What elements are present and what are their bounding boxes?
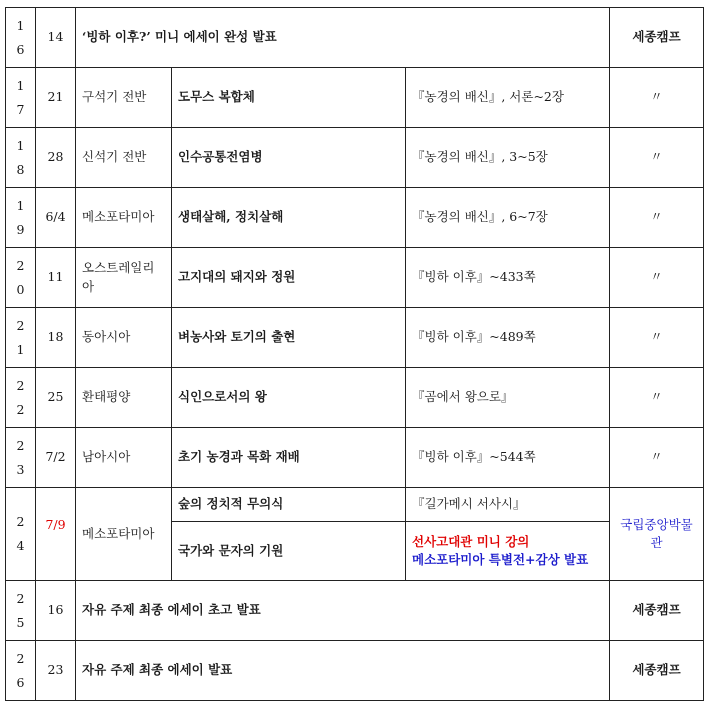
session-date: 7/9 [36, 488, 76, 581]
session-date: 21 [36, 68, 76, 128]
session-region: 메소포타미아 [76, 488, 172, 581]
session-topic: 초기 농경과 목화 재배 [172, 428, 406, 488]
session-region: 구석기 전반 [76, 68, 172, 128]
session-place: 〃 [610, 308, 704, 368]
session-number: 2 5 [6, 581, 36, 641]
session-number: 2 2 [6, 368, 36, 428]
session-date: 14 [36, 8, 76, 68]
table-row [6, 308, 704, 368]
session-place: 〃 [610, 128, 704, 188]
session-place: 세종캠프 [610, 641, 704, 701]
session-title: ‘빙하 이후?’ 미니 에세이 완성 발표 [76, 8, 610, 68]
session-reading: 『길가메시 서사시』 [406, 488, 610, 522]
table-row [6, 428, 704, 488]
session-number: 2 0 [6, 248, 36, 308]
session-reading: 『빙하 이후』~544쪽 [406, 428, 610, 488]
session-topic: 인수공통전염병 [172, 128, 406, 188]
session-reading: 『빙하 이후』~489쪽 [406, 308, 610, 368]
session-date: 6/4 [36, 188, 76, 248]
session-region: 동아시아 [76, 308, 172, 368]
session-place: 세종캠프 [610, 8, 704, 68]
session-region: 남아시아 [76, 428, 172, 488]
session-topic: 벼농사와 토기의 출현 [172, 308, 406, 368]
table-row [6, 581, 704, 641]
session-topic: 생태살해, 정치살해 [172, 188, 406, 248]
session-number: 1 9 [6, 188, 36, 248]
session-number: 2 6 [6, 641, 36, 701]
session-reading: 『농경의 배신』, 6~7장 [406, 188, 610, 248]
session-reading: 『농경의 배신』, 3~5장 [406, 128, 610, 188]
session-place: 〃 [610, 428, 704, 488]
schedule-table [5, 7, 704, 701]
table-row [6, 8, 704, 68]
table-row [6, 68, 704, 128]
session-place: 〃 [610, 188, 704, 248]
session-number: 2 3 [6, 428, 36, 488]
session-reading [406, 522, 610, 581]
session-topic: 숲의 정치적 무의식 [172, 488, 406, 522]
session-number: 1 7 [6, 68, 36, 128]
session-topic: 도무스 복합체 [172, 68, 406, 128]
session-place: 세종캠프 [610, 581, 704, 641]
session-reading: 『곰에서 왕으로』 [406, 368, 610, 428]
session-place: 〃 [610, 68, 704, 128]
table-row [6, 488, 704, 522]
session-region: 환태평양 [76, 368, 172, 428]
session-date: 18 [36, 308, 76, 368]
session-date: 28 [36, 128, 76, 188]
table-row [6, 368, 704, 428]
table-row [6, 188, 704, 248]
session-title: 자유 주제 최종 에세이 발표 [76, 641, 610, 701]
session-reading: 『빙하 이후』~433쪽 [406, 248, 610, 308]
session-date: 23 [36, 641, 76, 701]
mini-lecture-note: 선사고대관 미니 강의 [412, 533, 530, 549]
session-region: 오스트레일리아 [76, 248, 172, 308]
session-date: 25 [36, 368, 76, 428]
session-region: 신석기 전반 [76, 128, 172, 188]
session-topic: 국가와 문자의 기원 [172, 522, 406, 581]
session-topic: 고지대의 돼지와 정원 [172, 248, 406, 308]
session-date: 11 [36, 248, 76, 308]
table-row [6, 641, 704, 701]
table-row [6, 248, 704, 308]
session-number: 2 4 [6, 488, 36, 581]
session-number: 1 8 [6, 128, 36, 188]
session-place: 〃 [610, 248, 704, 308]
session-number: 2 1 [6, 308, 36, 368]
session-topic: 식인으로서의 왕 [172, 368, 406, 428]
session-reading: 『농경의 배신』, 서론~2장 [406, 68, 610, 128]
session-place: 〃 [610, 368, 704, 428]
session-date: 7/2 [36, 428, 76, 488]
session-place: 국립중앙박물관 [610, 488, 704, 581]
exhibition-note: 메소포타미아 특별전+감상 발표 [412, 552, 589, 567]
table-row [6, 128, 704, 188]
session-title: 자유 주제 최종 에세이 초고 발표 [76, 581, 610, 641]
session-date: 16 [36, 581, 76, 641]
session-region: 메소포타미아 [76, 188, 172, 248]
session-number: 1 6 [6, 8, 36, 68]
